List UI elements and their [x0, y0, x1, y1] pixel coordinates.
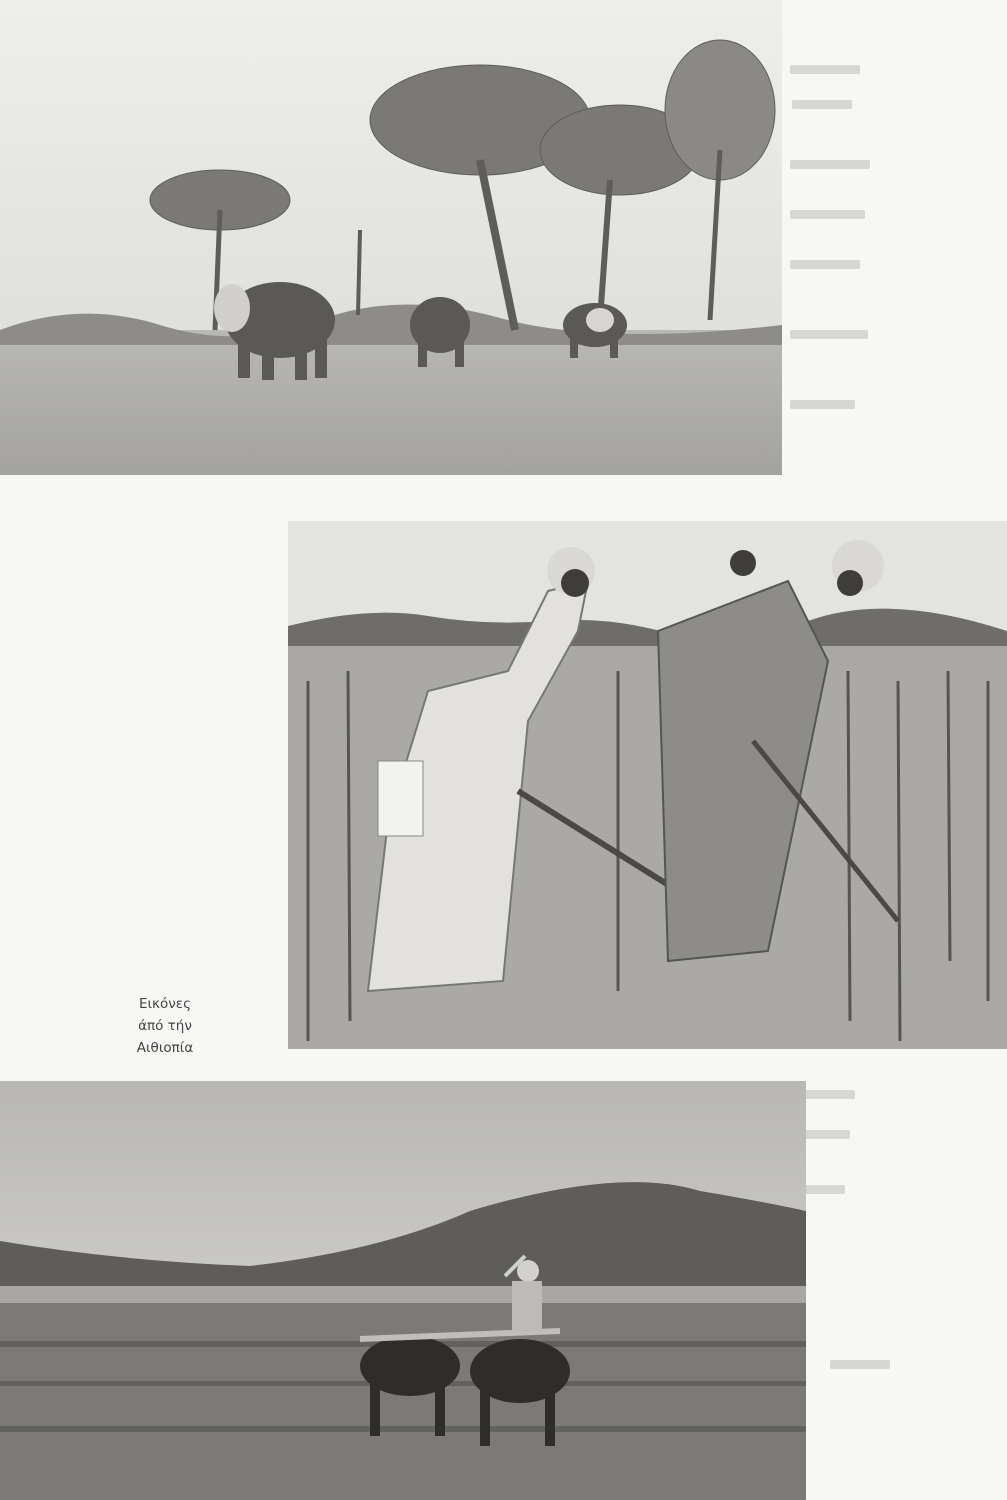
photo-elephants	[0, 0, 782, 475]
photo-oxen	[0, 1081, 806, 1500]
caption-line-2: άπό τήν	[138, 1018, 192, 1034]
caption-line-1: Εικόνες	[138, 996, 192, 1012]
caption-line-3: Αιθιοπία	[136, 1040, 194, 1056]
photo-farmers	[288, 521, 1007, 1049]
photo-caption	[105, 993, 225, 1059]
